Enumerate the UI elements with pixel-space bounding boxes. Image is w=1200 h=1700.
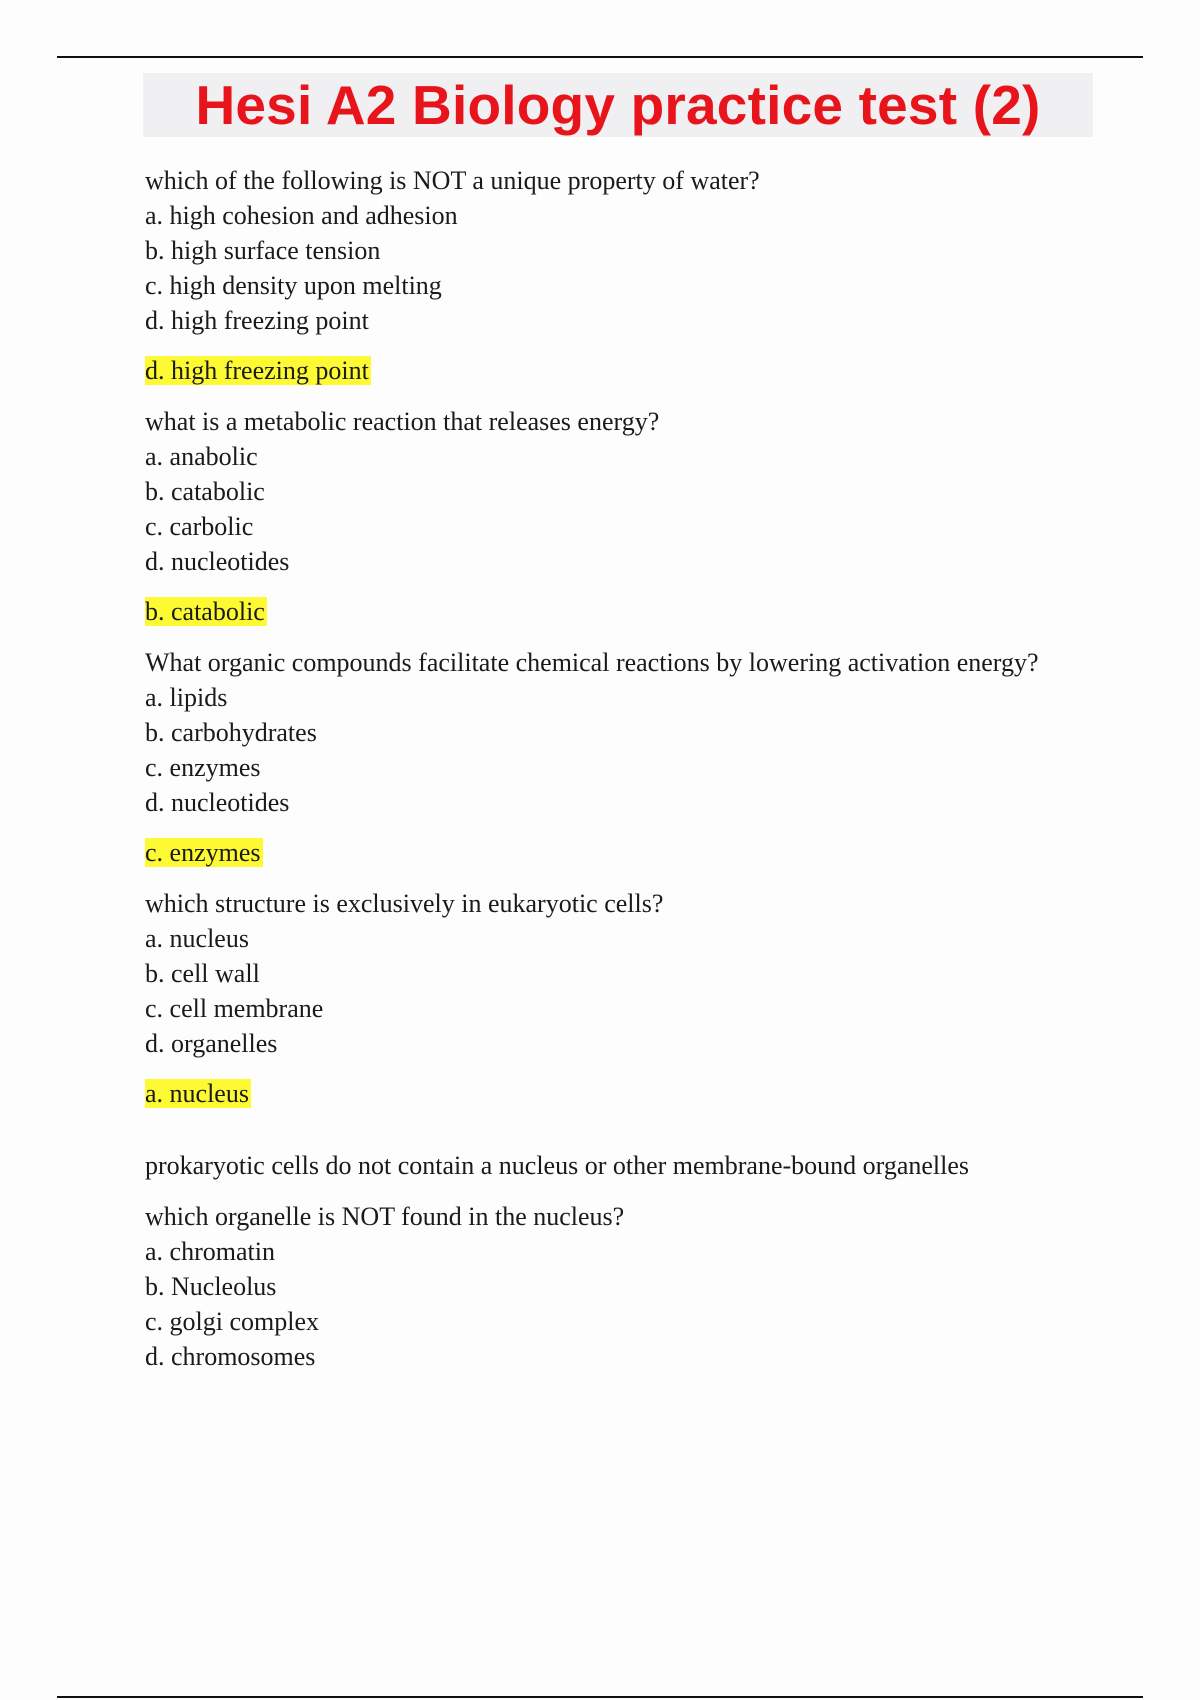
question-block xyxy=(145,1199,1085,1374)
option-item: d. high freezing point xyxy=(145,306,369,335)
question-block xyxy=(145,163,1085,388)
option-item: c. high density upon melting xyxy=(145,271,442,300)
option-item: c. cell membrane xyxy=(145,994,324,1023)
question-block xyxy=(145,886,1085,1183)
bottom-rule xyxy=(57,1696,1143,1698)
option-item: a. chromatin xyxy=(145,1237,275,1266)
option-list xyxy=(145,198,1085,338)
option-item: d. nucleotides xyxy=(145,547,290,576)
page-title: Hesi A2 Biology practice test (2) xyxy=(195,74,1041,136)
option-item: b. high surface tension xyxy=(145,236,381,265)
option-item: d. chromosomes xyxy=(145,1342,316,1371)
answer-line xyxy=(145,354,1085,388)
option-item: d. organelles xyxy=(145,1029,278,1058)
option-item: b. Nucleolus xyxy=(145,1272,277,1301)
question-text: which structure is exclusively in eukaryotic cells? xyxy=(145,889,664,918)
question-block xyxy=(145,645,1085,870)
option-item: a. high cohesion and adhesion xyxy=(145,201,458,230)
answer-highlight: c. enzymes xyxy=(145,838,261,867)
option-item: d. nucleotides xyxy=(145,788,290,817)
top-rule xyxy=(57,56,1143,58)
question-text: what is a metabolic reaction that releases energy? xyxy=(145,407,660,436)
answer-line xyxy=(145,836,1085,870)
option-item: a. lipids xyxy=(145,683,228,712)
option-list xyxy=(145,1234,1085,1374)
option-item: c. carbolic xyxy=(145,512,254,541)
option-list xyxy=(145,921,1085,1061)
option-item: c. golgi complex xyxy=(145,1307,320,1336)
option-item: a. nucleus xyxy=(145,924,249,953)
answer-line xyxy=(145,1077,1085,1111)
answer-highlight: d. high freezing point xyxy=(145,356,369,385)
answer-highlight: a. nucleus xyxy=(145,1079,249,1108)
answer-line xyxy=(145,595,1085,629)
option-list xyxy=(145,680,1085,820)
title-banner xyxy=(143,73,1093,137)
explanation-note: prokaryotic cells do not contain a nucleus or other membrane-bound organelles xyxy=(145,1151,970,1180)
question-text: which of the following is NOT a unique property of water? xyxy=(145,166,760,195)
answer-highlight: b. catabolic xyxy=(145,597,265,626)
option-item: b. catabolic xyxy=(145,477,265,506)
option-item: b. carbohydrates xyxy=(145,718,317,747)
option-list xyxy=(145,439,1085,579)
question-text: which organelle is NOT found in the nucleus? xyxy=(145,1202,625,1231)
question-list xyxy=(145,163,1085,1374)
option-item: b. cell wall xyxy=(145,959,260,988)
question-block xyxy=(145,404,1085,629)
option-item: c. enzymes xyxy=(145,753,261,782)
option-item: a. anabolic xyxy=(145,442,258,471)
question-text: What organic compounds facilitate chemical reactions by lowering activation energy? xyxy=(145,648,1039,677)
